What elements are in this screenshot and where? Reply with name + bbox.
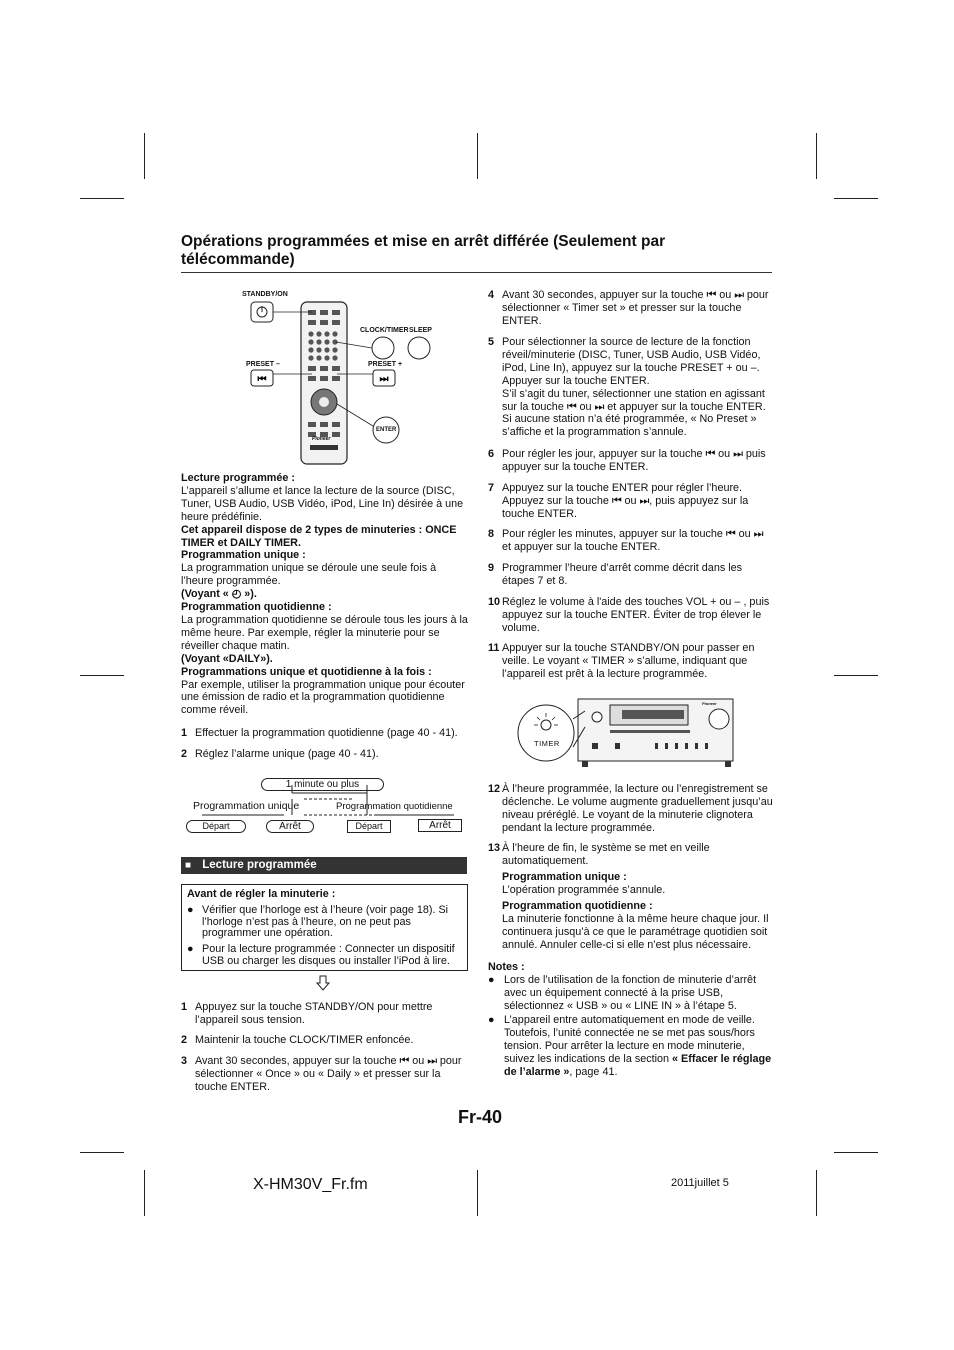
both-text: Par exemple, utiliser la programmation unique pour écouter une émission de radio et la programmation quotidienne comme réveil. [181,678,465,717]
crop-mark [144,133,145,179]
note-box [181,884,468,971]
down-arrow-icon [316,975,330,991]
unique-text: La programmation unique se déroule une seule fois à l’heure programmée. [181,562,437,588]
after-13 [502,871,774,951]
list-item: ● L’appareil entre automatiquement en mode de veille. Toutefois, l’unité connectée ne se met pas sous/hors tension. Pour arrêter la lecture en mode minuterie, suivez les indications de la section « Effacer le réglage de l’alarme », page 41. [488,1014,772,1078]
crop-mark [834,675,878,676]
list-item: 2 Réglez l’alarme unique (page 40 - 41). [181,748,379,760]
minute-label: 1 minute ou plus [261,778,384,791]
enter-label: ENTER [376,427,397,433]
sleep-label: SLEEP [409,327,432,334]
list-item: 8 Pour régler les minutes, appuyer sur la touche ⏮ ou ⏭ et appuyer sur la touche ENTER. [488,528,764,553]
diagram-unique: Programmation unique [193,800,300,812]
footer-file: X-HM30V_Fr.fm [253,1176,368,1193]
list-item: 7 Appuyez sur la touche ENTER pour régler l’heure. Appuyez sur la touche ⏮ ou ⏭, puis appuyez sur la touche ENTER. [488,482,749,520]
list-item: 11 Appuyer sur la touche STANDBY/ON pour passer en veille. Le voyant « TIMER » s’allume, indiquant que l’appareil est prêt à la lecture programmée. [488,642,755,680]
crop-mark [80,675,124,676]
crop-mark [80,1152,124,1153]
left-intro [181,472,468,717]
section-header: ■ Lecture programmée [181,857,467,874]
arret-1: Arrêt [266,820,314,833]
list-item: 1 Effectuer la programmation quotidienne (page 40 - 41). [181,727,458,739]
title-rule [181,272,772,273]
after-unique-text: L’opération programmée s’annule. [502,883,666,896]
list-item: 3 Avant 30 secondes, appuyer sur la touche ⏮ ou ⏭ pour sélectionner « Once » ou « Daily » et presser sur la touche ENTER. [181,1055,462,1093]
box-head: Avant de régler la minuterie : [187,888,336,900]
list-item: ● Lors de l’utilisation de la fonction de minuterie d’arrêt avec un équipement connecté à la prise USB, sélectionnez « USB » ou « LINE IN » à l’étape 5. [488,974,757,1012]
unique-head: Programmation unique : [181,549,306,562]
crop-mark [477,133,478,179]
timer-label: TIMER [534,739,560,748]
voyant-once: (Voyant « ◴ »). [181,588,257,601]
depart-2: Départ [347,820,391,833]
preset-minus-label: PRESET – [246,361,280,368]
crop-mark [80,198,124,199]
unit-brand: Pioneer [702,701,717,706]
crop-mark [834,1152,878,1153]
remote-brand: Pioneer [312,436,331,442]
footer-date: 2011juillet 5 [671,1177,729,1189]
crop-mark [144,1170,145,1216]
notes-head: Notes : [488,961,525,973]
clock-label: CLOCK/TIMER [360,327,409,334]
voyant-daily: (Voyant «DAILY»). [181,652,273,665]
both-head: Programmations unique et quotidienne à la fois : [181,665,432,678]
list-item: 1 Appuyez sur la touche STANDBY/ON pour mettre l’appareil sous tension. [181,1001,433,1026]
crop-mark [477,1170,478,1216]
list-item: 5 Pour sélectionner la source de lecture de la fonction réveil/minuterie (DISC, Tuner, USB Audio, USB Vidéo, iPod, Line In), appuyez sur la touche PRESET + ou –. Appuyer sur la touche ENTER. S’il s’agit du tuner, sélectionner une station en agissant sur la touche ⏮ ou ⏭ et appuyer sur la touche ENTER. Si aucune station n’a été programmée, « No Preset » s’affiche et la programmation s’annule. [488,336,766,439]
svg-text:⏭: ⏭ [379,374,389,385]
crop-mark [834,198,878,199]
list-item: 2 Maintenir la touche CLOCK/TIMER enfoncée. [181,1034,414,1046]
standby-label: STANDBY/ON [242,291,288,298]
crop-mark [816,133,817,179]
remote-illustration [240,290,440,470]
section-label: Lecture programmée [202,859,317,871]
list-item: ● Pour la lecture programmée : Connecter un dispositif USB ou charger les disques ou installer l’iPod à lire. [187,943,455,967]
list-item: 12 À l’heure programmée, la lecture ou l’enregistrement se déclenche. Le volume augmente graduellement jusqu’au niveau préréglé. Le voyant de la minuterie clignotera pendant la lecture programmée. [488,783,773,834]
page-number: Fr-40 [458,1107,503,1127]
after-unique-head: Programmation unique : [502,871,627,883]
list-item: 13 À l’heure de fin, le système se met en veille automatiquement. [488,842,710,867]
types-text: Cet appareil dispose de 2 types de minuteries : ONCE TIMER et DAILY TIMER. [181,523,457,549]
list-item: 9 Programmer l’heure d’arrêt comme décrit dans les étapes 7 et 8. [488,562,743,587]
list-item: 4 Avant 30 secondes, appuyer sur la touche ⏮ ou ⏭ pour sélectionner « Timer set » et presser sur la touche ENTER. [488,289,769,327]
after-quot-text: La minuterie fonctionne à la même heure chaque jour. Il continuera jusqu’à ce que le paramétrage quotidien soit annulé. Annuler celle-ci si elle n’est plus nécessaire. [502,912,769,951]
crop-mark [816,1170,817,1216]
lecture-head: Lecture programmée : [181,472,295,484]
arret-2: Arrêt [418,819,462,832]
diagram-quot: Programmation quotidienne [336,801,453,812]
preset-plus-label: PRESET + [368,361,403,368]
list-item: 6 Pour régler les jour, appuyer sur la touche ⏮ ou ⏭ puis appuyer sur la touche ENTER. [488,448,766,473]
page-title: Opérations programmées et mise en arrêt différée (Seulement par télécommande) [181,233,666,268]
lecture-text: L’appareil s’allume et lance la lecture de la source (DISC, Tuner, USB Audio, USB Vidéo, iPod, Line In) désirée à une heure prédéfinie. [181,484,464,523]
after-quot-head: Programmation quotidienne : [502,899,653,912]
list-item: 10 Réglez le volume à l'aide des touches VOL + ou – , puis appuyez sur la touche ENTER. Éviter de trop élever le volume. [488,596,770,634]
svg-text:⏮: ⏮ [257,374,267,385]
depart-1: Départ [186,820,246,833]
list-item: ● Vérifier que l’horloge est à l’heure (voir page 18). Si l’horloge n’est pas à l’heure, on ne peut pas programmer une opération. [187,904,449,939]
quot-text: La programmation quotidienne se déroule tous les jours à la même heure. Par exemple, régler la minuterie pour se réveiller chaque matin. [181,613,468,652]
quot-head: Programmation quotidienne : [181,601,332,614]
unit-illustration [515,697,740,769]
